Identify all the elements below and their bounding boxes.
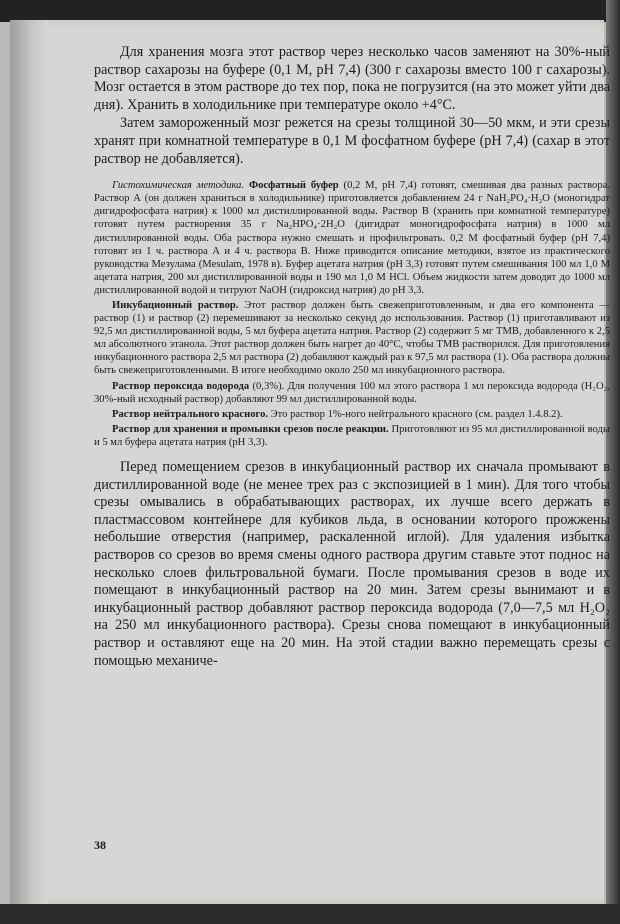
paragraph-frozen-brain: Затем замороженный мозг режется на срезы толщиной 30—50 мкм, и эти срезы хранят при комнатной температуре в 0,1 М фосфатном буфере (pH 7,4) (сахар в этот раствор не добавляется). (94, 115, 610, 167)
page-number: 38 (94, 838, 106, 852)
section-histochemical-method (94, 179, 610, 297)
term-incubation-solution: Инкубационный раствор. (112, 300, 239, 311)
section-storage-rinse (94, 423, 610, 449)
paragraph-brain-storage: Для хранения мозга этот раствор через несколько часов заменяют на 30%-ный раствор сахарозы на буфере (0,1 М, pH 7,4) (300 г сахарозы вместо 100 г сахарозы). Мозг остается в этом растворе до тех пор, пока не погрузится (на это может уйти два дня). Хранить в холодильнике при температуре около +4°С. (94, 44, 610, 113)
scan-edge-bottom (0, 904, 620, 924)
text-storage-rinse: Приготовляют из 95 мл дистиллированной воды и 5 мл буфера ацетата натрия (pH 3,3). (94, 423, 610, 448)
section-hydrogen-peroxide (94, 380, 610, 406)
section-incubation-solution (94, 299, 610, 378)
scan-edge-top (0, 0, 620, 22)
text-hydrogen-peroxide: (0,3%). Для получения 100 мл этого раствора 1 мл пероксида водорода (H₂O₂, 30%-ный исходный раствор) добавляют 99 мл дистиллированной воды. (94, 380, 610, 405)
text-phosphate-buffer: (0,2 М, pH 7,4) готовят, смешивая два разных раствора. Раствор А (он должен храниться в холодильнике) приготовляется добавлением 24 г NaH₂PO₄·H₂O (моногидрат дигидрофосфата натрия) к 1000 мл дистиллированной воды. Раствор В (хранить при комнатной температуре) готовят путем растворения 35 г Na₂HPO₄·2H₂O (дигидрат моногидрофосфата натрия) в 1000 мл дистиллированной воды. Оба раствора нужно смешать и профильтровать. 0,2 М фосфатный буфер (pH 7,4) готовят из 1 ч. раствора А и 4 ч. раствора В. Ниже приводится описание методики, взятое из практического руководства Мезулама (Mesulam, 1978 в). Буфер ацетата натрия (pH 3,3) готовят путем смешивания 100 мл 1,0 М ацетата натрия, 200 мл дистиллированной воды и 190 мл 1,0 М HCl. Объем жидкости затем доводят до 1000 мл дистиллированной водой и титруют NaOH (гидроксид натрия) до pH 3,3. (94, 180, 610, 296)
page-text (94, 44, 610, 670)
term-storage-rinse: Раствор для хранения и промывки срезов после реакции. (112, 423, 389, 435)
term-phosphate-buffer: Фосфатный буфер (248, 180, 339, 192)
text-neutral-red: Это раствор 1%-ного нейтрального красного (см. раздел 1.4.8.2). (270, 408, 563, 420)
page-binding-shadow (10, 20, 48, 904)
paragraph-section-processing: Перед помещением срезов в инкубационный раствор их сначала промывают в дистиллированной воде (не менее трех раз с экспозицией в 1 мин). Для того чтобы срезы омывались в обрабатывающих растворах, их лучше всего держать в пластмассовом контейнере для кубиков льда, в основании которого прожжены небольшие отверстия (например, раскаленной иглой). Для удаления избытка растворов со срезов во время смены одного раствора другим ставьте этот поднос на несколько слоев фильтровальной бумаги. После промывания срезов в воде их помещают в инкубационный раствор на 20 мин. Затем срезы вынимают и в инкубационный раствор добавляют раствор пероксида водорода (7,0—7,5 мл H₂O₂ на 250 мл инкубационного раствора). Срезы снова помещают в инкубационный раствор и оставляют еще на 20 мин. На этой стадии важно перемещать срезы с помощью механиче- (94, 459, 610, 669)
section-title-histochemical: Гистохимическая методика. (112, 180, 245, 192)
text-incubation-solution: Этот раствор должен быть свежеприготовленным, и два его компонента — раствор (1) и раствор (2) перемешивают за несколько секунд до использования. Раствор (1) приготавливают из 92,5 мл дистиллированной воды, 5 мл буфера ацетата натрия. Раствор (2) содержит 5 мг TMB, добавленного к 2,5 мл абсолютного этанола. Этот раствор должен быть нагрет до 40°С, чтобы TMB растворился. Для приготовления инкубационного раствора 2,5 мл раствора (2) добавляют каждый раз к 97,5 мл раствора (1). Оба раствора должны быть свежеприготовленными. В итоге необходимо около 250 мл инкубационного раствора. (94, 300, 610, 377)
term-hydrogen-peroxide: Раствор пероксида водорода (112, 380, 250, 392)
section-neutral-red (94, 408, 610, 421)
term-neutral-red: Раствор нейтрального красного. (112, 408, 269, 420)
